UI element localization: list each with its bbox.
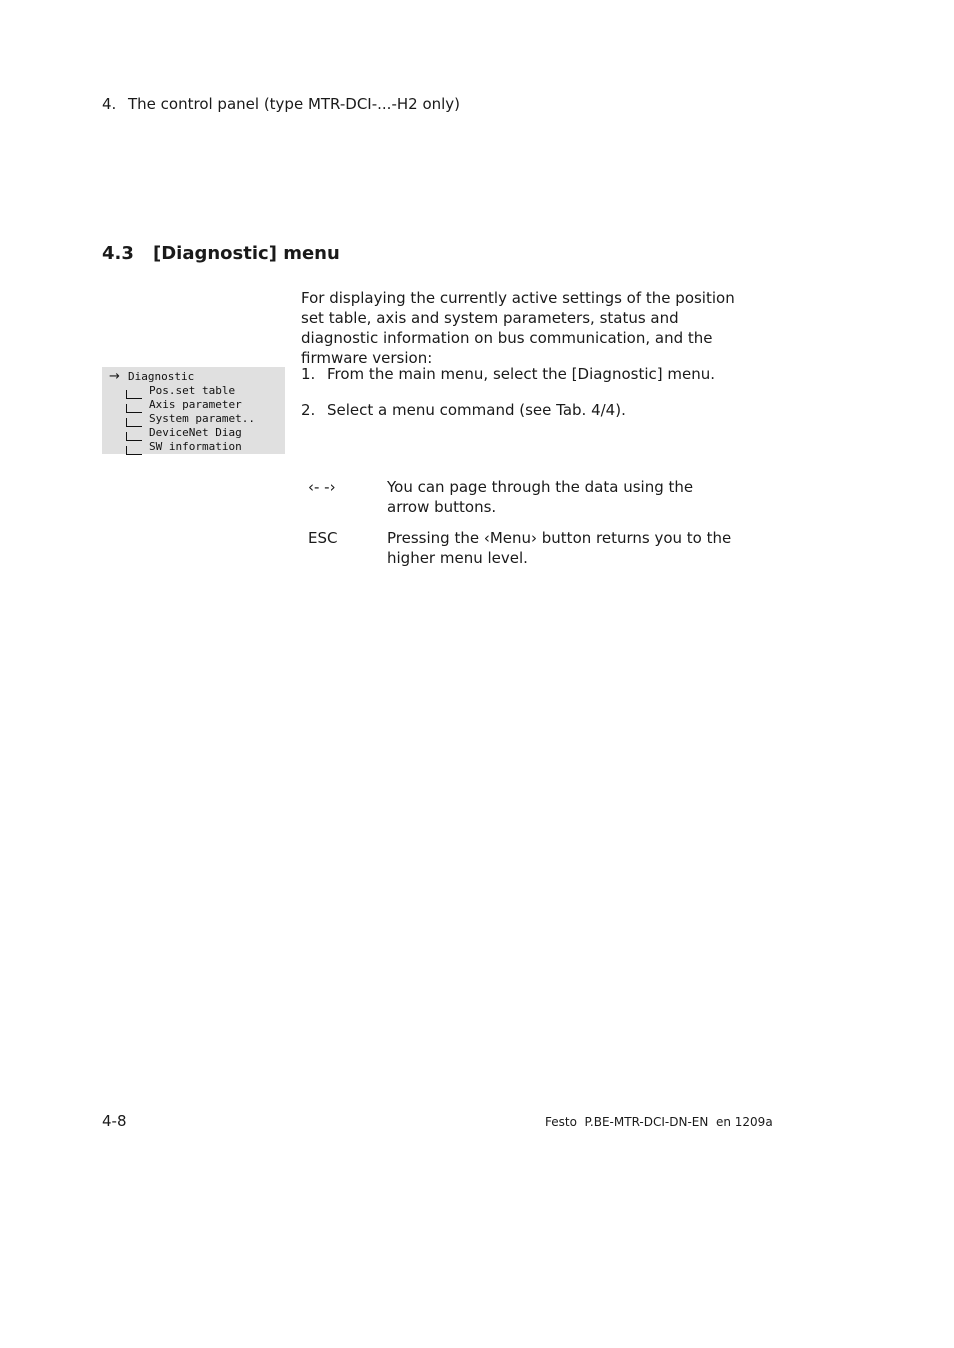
arrow-right-icon: → [109, 369, 120, 384]
section-title: [Diagnostic] menu [153, 243, 340, 264]
key-description: You can page through the data using the arrow buttons. [387, 478, 694, 516]
step-text: Select a menu command (see Tab. 4/4). [327, 401, 626, 419]
page-number: 4-8 [102, 1112, 127, 1130]
intro-paragraph: For displaying the currently active settings of the position set table, axis and system parameters, status and diagnostic information on bus communication, and the firmware version: [301, 289, 735, 367]
key-arrows: ‹- -› [308, 478, 336, 496]
menu-item: System paramet.. [149, 412, 255, 425]
tree-branch-icon [126, 432, 142, 441]
list-item-text: The control panel (type MTR-DCI-...-H2 only) [128, 95, 461, 113]
tree-branch-icon [126, 404, 142, 413]
step-text: From the main menu, select the [Diagnostic] menu. [327, 365, 715, 383]
menu-display [102, 367, 285, 454]
document-id: Festo P.BE-MTR-DCI-DN-EN en 1209a [545, 1115, 773, 1129]
section-number: 4.3 [102, 243, 134, 264]
step-number: 1. [301, 365, 316, 383]
tree-branch-icon [126, 418, 142, 427]
menu-item: SW information [149, 440, 242, 453]
key-description: Pressing the ‹Menu› button returns you to the higher menu level. [387, 529, 732, 567]
menu-item: DeviceNet Diag [149, 426, 242, 439]
menu-item: Axis parameter [149, 398, 242, 411]
menu-root: Diagnostic [128, 370, 195, 383]
step-number: 2. [301, 401, 316, 419]
list-item-number: 4. [102, 95, 117, 113]
menu-item: Pos.set table [149, 384, 236, 397]
tree-branch-icon [126, 390, 142, 399]
tree-branch-icon [126, 446, 142, 455]
key-esc: ESC [308, 529, 338, 547]
